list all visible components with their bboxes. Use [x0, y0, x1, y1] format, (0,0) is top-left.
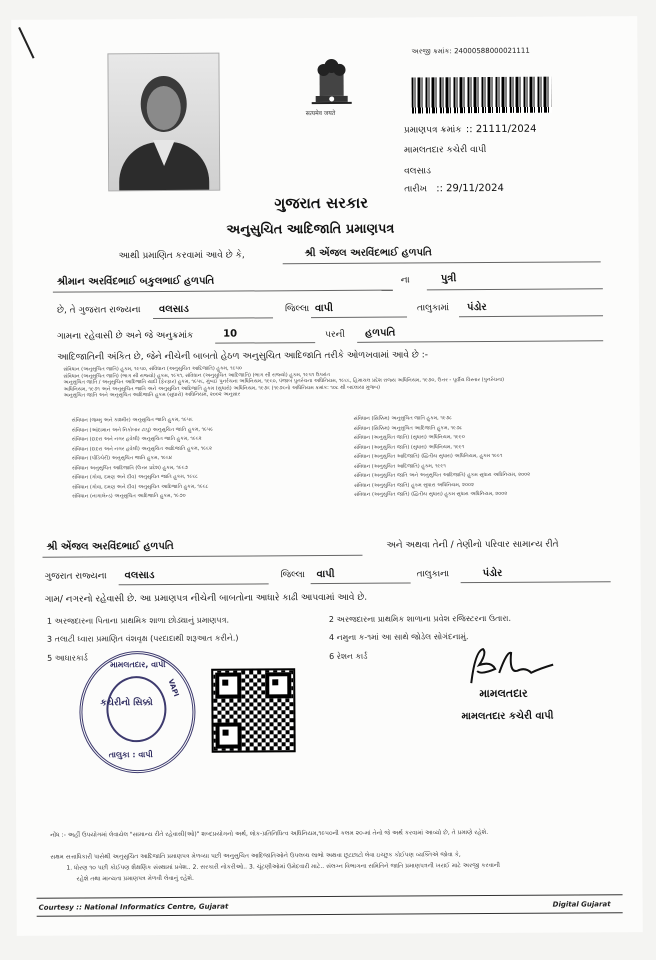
district-name: વલસાડ: [404, 166, 432, 177]
order-line: સંવિધાન અનુસુચિત આદિજાતિ (ઉત્તર પ્રદેશ) હુકમ, ૧૯૬૭: [71, 464, 189, 472]
family-district-value: વાપી: [316, 568, 335, 581]
state-district: વલસાડ: [158, 303, 189, 316]
qr-code: [211, 668, 296, 753]
document-item: 3 તલાટી ધ્વારા પ્રમાણિત વંશવૃક્ષ (પરદાદાથી શરૂઆત કરીને.): [46, 633, 239, 644]
relation: પુત્રી: [440, 273, 457, 285]
na-text: ના: [400, 275, 410, 286]
footer-digital-gujarat: Digital Gujarat: [552, 900, 611, 909]
orders-full-block: [63, 364, 504, 399]
district-value: વાપી: [314, 302, 334, 315]
document-item: 5 આધારકાર્ડ: [47, 653, 88, 663]
certificate-page: [11, 16, 643, 936]
date-label: તારીખ: [404, 184, 428, 195]
certificate-title: અનુસુચિત આદિજાતિ પ્રમાણપત્ર: [226, 221, 395, 238]
order-line: અધિનિયમ, ૧૯૭૧ અને અનુસુચિત જાતિ અને અનુસુચિત આદિજાતિ હુકમ (સુધારો) અધિનિયમ, ૧૯૭૬ (૧૯૭૬નો અધિનિયમ ક્રમાંક: ૧૦૮ થી બદલાયા મુજબ): [63, 384, 381, 393]
basis-text: ગામ/ નગરનો રહેવાસી છે. આ પ્રમાણપત્ર નીચેની બાબતોના આધારે કાઢી આપવામાં આવે છે.: [44, 592, 368, 605]
official-seal: [79, 651, 196, 774]
order-line: સંવિધાન (પોંડિચેરી) અનુસુચિત જાતિ હુકમ, ૧૯૬૪: [71, 454, 173, 462]
serial-number: 10: [223, 328, 238, 340]
tribe-line: આદિજાતિની અંકિત છે, જેને નીચેની બાબતો હેઠળ અનુસુચિત આદિજાતિ તરીકે ઓળખવામાં આવે છે :-: [57, 350, 428, 363]
order-line: સંવિધાન (દાદરા અને નગર હવેલી) અનુસુચિત જાતિ હુકમ, ૧૯૬૨: [71, 435, 202, 443]
pen-mark: [18, 27, 34, 59]
note-line: નોંધ :- અહીં ઉપયોગમાં લેવાયેલ "સામાન્ય રીતે રહેવાસી(ઓ)" શબ્દપ્રયોગનો અર્થ, લોક-પ્રતિનિધિત્વ અધિનિયમ,૧૯૫૦ની કલમ ૨૦-માં તેનો જે અર્થ કરવામાં આવ્યો છે, તે પ્રમાણે રહેશે.: [50, 829, 489, 839]
document-item: 4 નમુના ક-૧માં આ સાથે જોડેલ સોગંદનામું.: [328, 632, 469, 642]
order-line: સંવિધાન (અનુસુચિત જાતિ) હુકમ, ૧૯૫૦, સંવિધાન (અનુસુચિત આદિજાતિ) હુકમ, ૧૯૫૦: [63, 365, 242, 373]
signatory-designation: મામલતદાર: [479, 686, 528, 701]
caste-name: હળપતિ: [365, 327, 396, 339]
state-prefix: છે, તે ગુજરાત રાજ્યના: [56, 305, 141, 316]
footer-rule: [37, 894, 623, 899]
signatory-office: મામલતદાર કચેરી વાપી: [461, 710, 554, 723]
family-text: અને અથવા તેની / તેણીનો પરિવાર સામાન્ય રીતે: [386, 539, 559, 551]
application-number: અરજી ક્રમાંક: 24000588000021111: [411, 46, 530, 56]
order-line: સંવિધાન (અનુસુચિત આદિજાતિ) હુકમ, ૧૯૯૧: [353, 462, 446, 470]
orders-left-column: [72, 417, 214, 500]
seal-center-text: કચેરીનો સિક્કો: [100, 698, 153, 709]
order-line: સંવિધાન (નાગાલેન્ડ) અનુસુચિત આદિજાતિ હુકમ, ૧૯૭૦: [72, 492, 186, 500]
certificate-number-label: પ્રમાણપત્ર ક્રમાંક: [403, 125, 462, 136]
family-district-label: જિલ્લા: [280, 570, 305, 581]
family-state-district: વલસાડ: [124, 570, 155, 582]
family-applicant-name: શ્રી એંજલ અરવિંદભાઈ હળપતિ: [46, 540, 174, 553]
order-line: સંવિધાન (સિક્કિમ) અનુસુચિત જાતિ હુકમ, ૧૯૭૮: [353, 415, 452, 422]
note-line: 1. ધોરણ ૧૦ પછી કોઈપણ શૈક્ષણિક સંસ્થામાં પ્રવેશ.. 2. સરકારી નોકરીઓ.. 3. ચૂંટણીઓમાં ઉમેદવારી માટે.. સંલગ્ન વિભાગના સમિતિને જાતિ પ્રમાણપત્રની ખરાઈ માટે અરજી કરવાની: [66, 861, 501, 872]
certificate-number: :: 21111/2024: [465, 123, 537, 136]
family-village: પંડોર: [482, 567, 503, 580]
order-line: સંવિધાન (ગોવા, દમણ અને દીવ) અનુસુચિત આદિજાતિ હુકમ, ૧૯૬૮: [72, 483, 209, 491]
emblem-caption: सत्यमेव जयते: [305, 109, 336, 118]
seal-top-text: મામલતદાર, વાપી: [110, 659, 166, 670]
order-line: અનુસુચિત જાતિ અને અનુસુચિત આદિજાતિ હુકમ (સુધારો) અધિનિયમ, ૨૦૦૨ અનુસાર: [63, 391, 241, 399]
order-line: અનુસુચિત જાતિ / અનુસુચિત આદિજાતિ યાદી (ફેરફાર) હુકમ, ૧૯૫૬, મુંબઈ પુનર્રચના અધિનિયમ, ૧૯૬૦, પંજાબ પુનર્રચના અધિનિયમ, ૧૯૬૬, હિમાચલ પ્રદેશ રાજ્ય અધિનિયમ, ૧૯૭૦, ઉત્તર - પૂર્વીય વિસ્તાર (પુનર્રચના): [63, 376, 505, 386]
barcode: [412, 77, 552, 114]
order-line: સંવિધાન (સિક્કિમ) અનુસુચિત આદિજાતિ હુકમ, ૧૯૭૮: [353, 424, 463, 432]
document-item: 6 રેશન કાર્ડ: [329, 651, 368, 661]
father-name: શ્રીમાન અરવિંદભાઈ બકુલભાઈ હળપતિ: [56, 275, 215, 288]
document-item: 2 અરજદારના પ્રાથમિક શાળાના પ્રવેશ રજિસ્ટરના ઉતારા.: [328, 613, 512, 624]
intro-text: આથી પ્રમાણિત કરવામાં આવે છે કે,: [118, 250, 245, 262]
order-line: સંવિધાન (અનુસુચિત જાતિ) (ભાગ સી રાજ્યો) હુકમ, ૧૯૫૧, સંવિધાન (અનુસુચિત આદિજાતિ) (ભાગ સી રાજ્યો) હુકમ, ૧૯૫૧ ઉપરાંત: [63, 371, 330, 380]
order-line: સંવિધાન (જમ્મુ અને કાશ્મીર) અનુસુચિત જાતિ હુકમ, ૧૯૫૬: [71, 416, 193, 424]
family-taluka-label: તાલુકાના: [416, 569, 450, 580]
order-line: સંવિધાન (અનુસુચિત જાતિ અને અનુસુચિત આદિજાતિ) હુકમ સુધારા અધિનિયમ, ૨૦૦૨: [353, 471, 531, 479]
signature-icon: [461, 643, 561, 690]
order-line: સંવિધાન (આંદામાન અને નિકોબાર ટાપુ) અનુસુચિત જાતિ હુકમ, ૧૯૫૯: [71, 426, 214, 434]
taluka-label: તાલુકામાં: [416, 303, 450, 314]
order-line: સંવિધાન (ગોવા, દમણ અને દીવ) અનુસુચિત જાતિ હુકમ, ૧૯૬૮: [71, 473, 199, 481]
parni-text: પરની: [325, 329, 345, 341]
note-line: સક્ષમ સત્તાધિકારી પાસેથી અનુસુચિત આદિજાતિ પ્રમાણપત્ર મેળવ્યા પછી અનુસુચિત આદિજાતિઓને ઉપલબ્ધ લાભો અથવા છૂટછાટો લેવા ઇચ્છુક કોઈપણ વ્યક્તિએ જોવા કે,: [50, 851, 461, 861]
issue-date: :: 29/11/2024: [436, 182, 504, 195]
family-state-prefix: ગુજરાત રાજ્યના: [44, 571, 107, 582]
order-line: સંવિધાન (અનુસુચિત આદિજાતિ) (દ્વિતીય સુધારા) અધિનિયમ, હુકમ ૧૯૯૧: [353, 452, 503, 460]
orders-right-column: [354, 415, 531, 499]
resident-text: ગામના રહેવાસી છે અને જે અનુક્રમાંક: [57, 330, 194, 342]
seal-side-text: VAPI: [166, 678, 181, 698]
order-line: સંવિધાન (અનુસુચિત જાતિ) (સુધારા) અધિનિયમ, ૧૯૯૦: [353, 434, 465, 441]
applicant-name: શ્રી એંજલ અરવિંદભાઈ હળપતિ: [304, 247, 432, 260]
footer-courtesy: Courtesy :: National Informatics Centre, Gujarat: [38, 902, 229, 912]
government-title: ગુજરાત સરકાર: [274, 193, 369, 213]
applicant-photo: [107, 53, 220, 192]
order-line: સંવિધાન (અનુસુચિત જાતિ) હુકમ સુધારા અધિનિયમ, ૨૦૦૨: [354, 481, 474, 489]
village: પંડોર: [466, 302, 487, 314]
document-item: 1 અરજદારના પિતાના પ્રાથમિક શાળા છોડ્યાનું પ્રમાણપત્ર.: [46, 615, 230, 626]
order-line: સંવિધાન (દાદરા અને નગર હવેલી) અનુસુચિત આદિજાતિ હુકમ, ૧૯૬૨: [71, 445, 212, 453]
order-line: સંવિધાન (અનુસુચિત જાતિ) (સુધારા) અધિનિયમ, ૧૯૯૧: [353, 443, 465, 451]
order-line: સંવિધાન (અનુસુચિત જાતિ) (દ્વિતીય સુધારા) હુકમ સુધારા અધિનિયમ, ૨૦૦૨: [354, 490, 508, 498]
office-name: મામલતદાર કચેરી વાપી: [403, 145, 487, 156]
district-label: જિલ્લા: [284, 304, 310, 315]
footer-bottom-rule: [37, 912, 623, 917]
seal-bottom-text: તાલુકા : વાપી: [108, 750, 153, 760]
note-line: રહેશે તથા માન્યતા પ્રમાણપત્ર મેળવી લેવાનું રહેશે.: [76, 874, 194, 883]
